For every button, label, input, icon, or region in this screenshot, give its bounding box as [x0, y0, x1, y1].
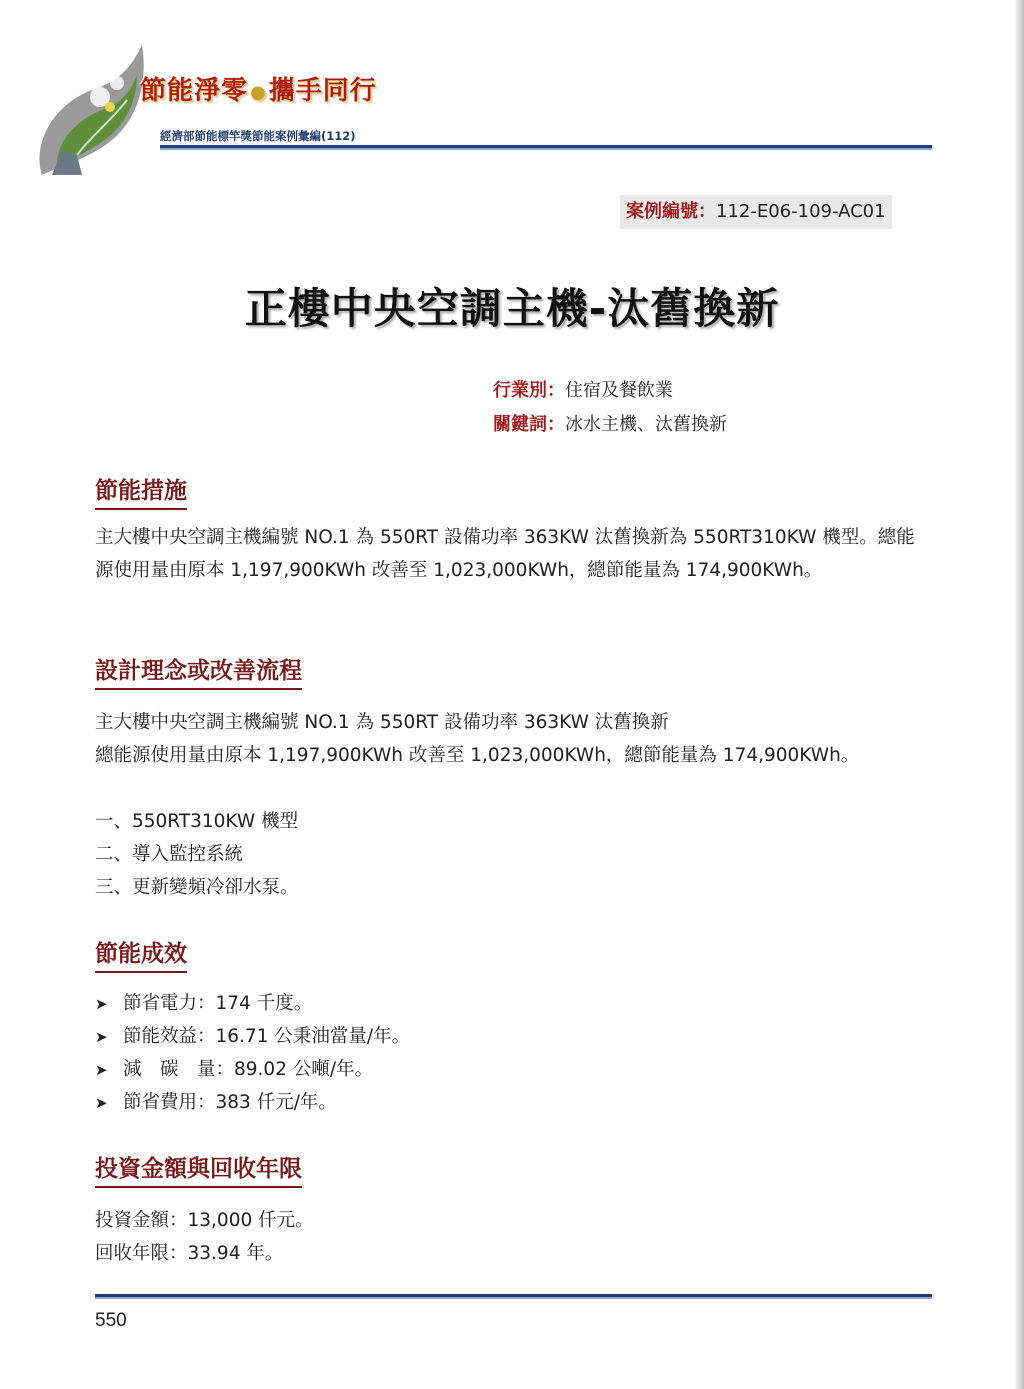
- result-item: [95, 1022, 410, 1048]
- result-text: 節省電力：174 千度。: [123, 993, 313, 1014]
- case-number-label: 案例編號：: [626, 201, 716, 222]
- result-text: 節省費用：383 仟元/年。: [123, 1092, 337, 1113]
- case-number-box: [620, 195, 892, 229]
- result-text: 節能效益：16.71 公秉油當量/年。: [123, 1026, 411, 1047]
- arrow-bullet-icon: ➤: [95, 1028, 108, 1046]
- header-subtitle: 經濟部節能標竿獎節能案例彙編(112): [160, 129, 356, 143]
- arrow-bullet-icon: ➤: [95, 1094, 108, 1112]
- result-item: [95, 1055, 373, 1081]
- section-heading-investment: 投資金額與回收年限: [95, 1150, 302, 1188]
- result-text: 減 碳 量：89.02 公噸/年。: [123, 1059, 374, 1080]
- keywords-label: 關鍵詞：: [493, 414, 565, 435]
- section-heading-results: 節能成效: [95, 935, 187, 973]
- page-edge-shadow: [1014, 0, 1024, 1389]
- design-line-1: 主大樓中央空調主機編號 NO.1 為 550RT 設備功率 363KW 汰舊換新: [95, 712, 669, 733]
- case-number-value: 112-E06-109-AC01: [716, 201, 886, 222]
- page-header: [0, 0, 1024, 190]
- header-divider: [160, 145, 932, 150]
- arrow-bullet-icon: ➤: [95, 1061, 108, 1079]
- payback-period: 回收年限：33.94 年。: [95, 1243, 284, 1264]
- industry-value: 住宿及餐飲業: [565, 380, 673, 401]
- measures-text: 主大樓中央空調主機編號 NO.1 為 550RT 設備功率 363KW 汰舊換新為 550RT310KW 機型。總能源使用量由原本 1,197,900KWh 改善至 1,023,000KWh，總節能量為 174,900KWh。: [95, 527, 915, 581]
- investment-amount: 投資金額：13,000 仟元。: [95, 1210, 314, 1231]
- design-item: 三、更新變頻冷卻水泵。: [95, 877, 299, 898]
- footer-divider: [95, 1294, 932, 1299]
- industry-row: [493, 376, 673, 402]
- section-heading-design: 設計理念或改善流程: [95, 652, 302, 690]
- result-item: [95, 989, 312, 1015]
- page-number: 550: [95, 1310, 127, 1331]
- arrow-bullet-icon: ➤: [95, 995, 108, 1013]
- taiwan-leaf-logo-icon: [22, 35, 172, 185]
- keywords-value: 冰水主機、汰舊換新: [565, 414, 727, 435]
- result-item: [95, 1088, 337, 1114]
- slogan: [140, 70, 377, 107]
- coin-icon: ●: [250, 81, 267, 103]
- section-heading-measures: 節能措施: [95, 472, 187, 510]
- page-title: 正樓中央空調主機-汰舊換新: [244, 284, 780, 333]
- design-item: 一、550RT310KW 機型: [95, 811, 299, 832]
- keywords-row: [493, 410, 727, 436]
- industry-label: 行業別：: [493, 380, 565, 401]
- slogan-left: 節能淨零: [140, 76, 249, 106]
- slogan-right: 攜手同行: [268, 76, 377, 106]
- design-line-2: 總能源使用量由原本 1,197,900KWh 改善至 1,023,000KWh，總節能量為 174,900KWh。: [95, 745, 860, 766]
- design-item: 二、導入監控系統: [95, 844, 244, 865]
